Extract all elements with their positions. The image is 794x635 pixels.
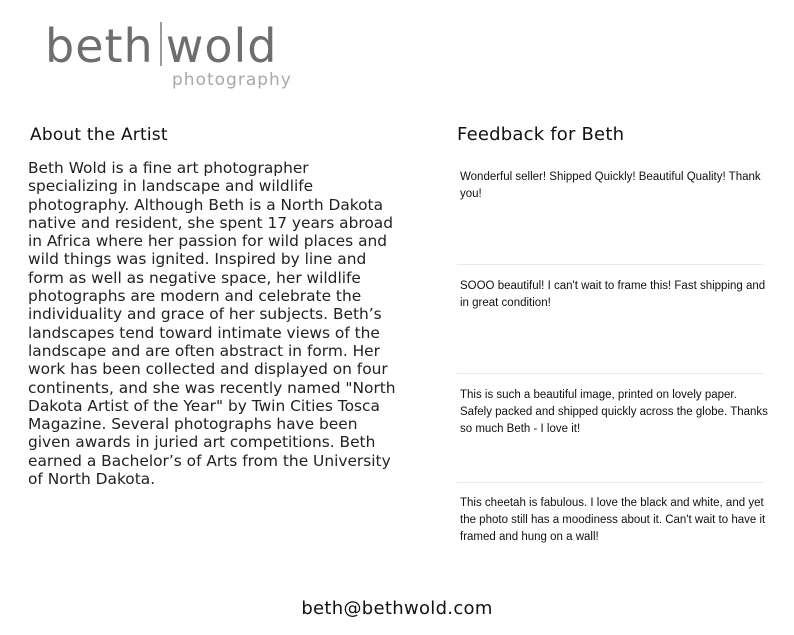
feedback-divider [457,482,763,483]
about-heading: About the Artist [30,125,168,145]
feedback-item: This is such a beautiful image, printed on lovely paper. Safely packed and shipped quickly across the globe. Thanks so much Beth - I love it! [460,389,768,435]
about-section [28,125,398,488]
logo-divider [160,22,162,66]
feedback-divider [457,373,763,374]
logo-wordmark [45,18,277,74]
feedback-section [457,124,768,543]
feedback-heading: Feedback for Beth [457,124,625,145]
contact-email-link[interactable]: beth@bethwold.com [301,598,493,619]
feedback-item: SOOO beautiful! I can't wait to frame this! Fast shipping and in great condition! [460,280,766,309]
feedback-divider [457,264,763,265]
brand-logo[interactable] [45,18,305,94]
logo-first-name: beth [45,19,154,73]
about-body: Beth Wold is a fine art photographer specializing in landscape and wildlife photography. Although Beth is a North Dakota native and resident, she spent 17 years abroad in Africa where her passion for wild places and wild things was ignited. Inspired by line and form as well as negative space, her wildlife photographs are modern and celebrate the individuality and grace of her subjects. Beth’s landscapes tend toward intimate views of the landscape and are often abstract in form. Her work has been collected and displayed on four continents, and she was recently named "North Dakota Artist of the Year" by Twin Cities Tosca Magazine. Several photographs have been given awards in juried art competitions. Beth earned a Bachelor’s of Arts from the University of North Dakota. [28,159,396,489]
feedback-item: This cheetah is fabulous. I love the black and white, and yet the photo still has a moodiness about it. Can't wait to have it framed and hung on a wall! [460,497,766,543]
logo-last-name: wold [165,19,278,73]
feedback-item: Wonderful seller! Shipped Quickly! Beautiful Quality! Thank you! [460,171,761,200]
logo-tagline: photography [172,70,292,90]
